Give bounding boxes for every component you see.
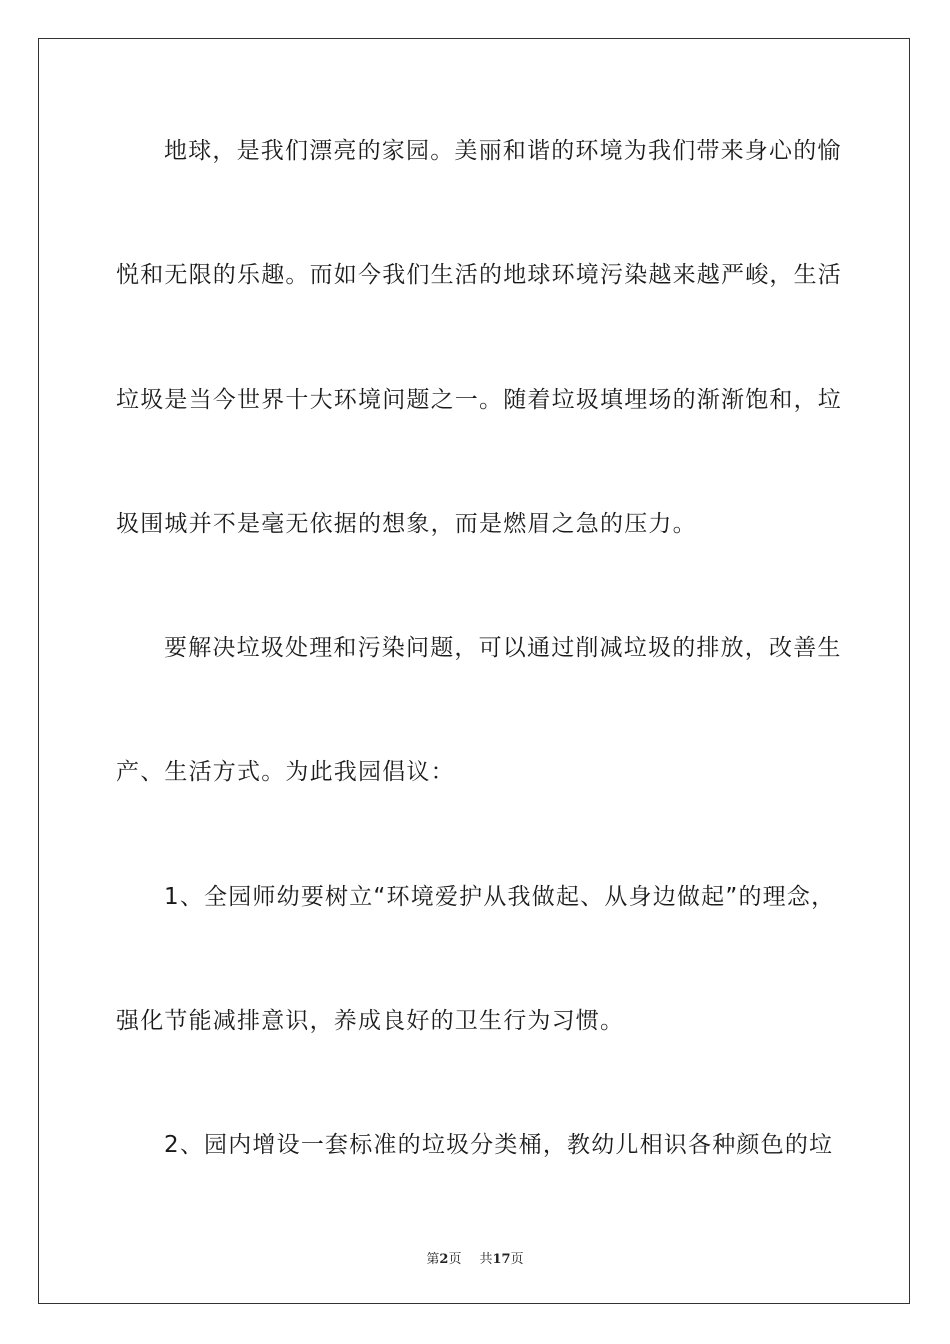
page-number: 2 bbox=[439, 1252, 449, 1267]
paragraph-line: 强化节能减排意识，养成良好的卫生行为习惯。 bbox=[116, 1008, 625, 1034]
page-suffix: 页 bbox=[448, 1252, 462, 1267]
total-suffix: 页 bbox=[510, 1252, 524, 1267]
paragraph-line: 地球，是我们漂亮的家园。美丽和谐的环境为我们带来身心的愉 bbox=[164, 138, 842, 164]
page-footer bbox=[0, 1248, 950, 1267]
paragraph-line: 圾围城并不是毫无依据的想象，而是燃眉之急的压力。 bbox=[116, 511, 697, 537]
paragraph-line: 垃圾是当今世界十大环境问题之一。随着垃圾填埋场的渐渐饱和，垃 bbox=[116, 387, 842, 413]
total-pages: 17 bbox=[492, 1252, 511, 1267]
paragraph-line: 要解决垃圾处理和污染问题，可以通过削减垃圾的排放，改善生 bbox=[164, 635, 842, 661]
page-border bbox=[38, 38, 910, 1304]
paragraph-line: 产、生活方式。为此我园倡议： bbox=[116, 759, 455, 785]
page-prefix: 第 bbox=[426, 1252, 440, 1267]
paragraph-line: 悦和无限的乐趣。而如今我们生活的地球环境污染越来越严峻，生活 bbox=[116, 262, 842, 288]
total-prefix: 共 bbox=[479, 1252, 493, 1267]
paragraph-line: 2、园内增设一套标准的垃圾分类桶，教幼儿相识各种颜色的垃 bbox=[164, 1132, 834, 1158]
paragraph-line: 1、全园师幼要树立“环境爱护从我做起、从身边做起”的理念， bbox=[164, 884, 836, 910]
